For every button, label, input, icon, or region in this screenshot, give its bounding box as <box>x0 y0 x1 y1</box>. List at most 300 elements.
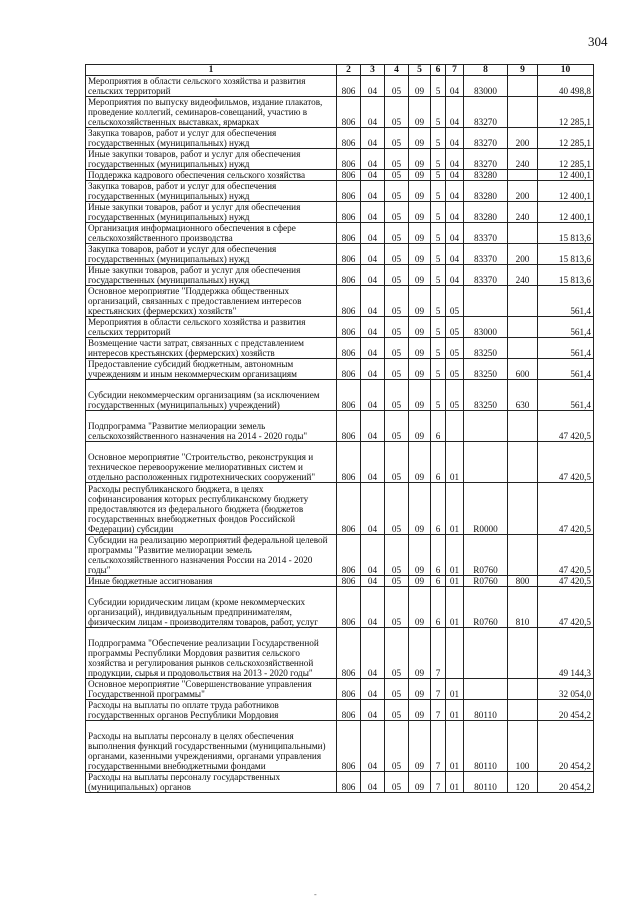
row-name-cell: Закупка товаров, работ и услуг для обеспечения государственных (муниципальных) нужд <box>86 128 337 149</box>
expense-type-cell: 240 <box>508 202 538 223</box>
header-cell: 10 <box>538 65 594 76</box>
direction-cell: 83370 <box>464 223 508 244</box>
expense-type-cell <box>508 700 538 721</box>
amount-cell: 561,4 <box>538 359 594 380</box>
program-cell: 09 <box>409 181 431 202</box>
program-cell: 09 <box>409 721 431 772</box>
expense-type-cell: 200 <box>508 181 538 202</box>
ministry-code-cell: 806 <box>337 338 361 359</box>
activity-cell: 01 <box>446 772 464 793</box>
expense-type-cell <box>508 317 538 338</box>
activity-cell: 01 <box>446 700 464 721</box>
bottom-mark: - <box>314 890 317 899</box>
row-name-cell: Закупка товаров, работ и услуг для обеспечения государственных (муниципальных) нужд <box>86 244 337 265</box>
subprogram-cell: 6 <box>431 535 446 576</box>
subsection-cell: 05 <box>385 576 409 587</box>
direction-cell: 80110 <box>464 772 508 793</box>
section-cell: 04 <box>361 721 385 772</box>
amount-cell: 47 420,5 <box>538 587 594 628</box>
subsection-cell: 05 <box>385 202 409 223</box>
activity-cell: 04 <box>446 170 464 181</box>
program-cell: 09 <box>409 170 431 181</box>
activity-cell: 04 <box>446 202 464 223</box>
ministry-code-cell: 806 <box>337 317 361 338</box>
program-cell: 09 <box>409 483 431 535</box>
amount-cell: 20 454,2 <box>538 772 594 793</box>
amount-cell: 47 420,5 <box>538 442 594 483</box>
row-name-cell: Основное мероприятие "Строительство, реконструкция и техническое перевооружение мелиоративных систем и отдельно расположенных гидротехнических сооружений" <box>86 442 337 483</box>
program-cell: 09 <box>409 265 431 286</box>
table-row <box>86 628 594 679</box>
ministry-code-cell: 806 <box>337 265 361 286</box>
section-cell: 04 <box>361 286 385 317</box>
subprogram-cell: 5 <box>431 338 446 359</box>
ministry-code-cell: 806 <box>337 128 361 149</box>
header-cell: 2 <box>337 65 361 76</box>
subprogram-cell: 5 <box>431 359 446 380</box>
program-cell: 09 <box>409 223 431 244</box>
table-row <box>86 721 594 772</box>
amount-cell: 12 285,1 <box>538 128 594 149</box>
activity-cell <box>446 411 464 442</box>
section-cell: 04 <box>361 628 385 679</box>
program-cell: 09 <box>409 202 431 223</box>
amount-cell: 15 813,6 <box>538 244 594 265</box>
activity-cell: 05 <box>446 286 464 317</box>
direction-cell: 83270 <box>464 97 508 128</box>
table-row <box>86 587 594 628</box>
amount-cell: 49 144,3 <box>538 628 594 679</box>
direction-cell: 80110 <box>464 721 508 772</box>
direction-cell <box>464 286 508 317</box>
amount-cell: 12 285,1 <box>538 149 594 170</box>
budget-table <box>85 64 594 793</box>
subprogram-cell: 5 <box>431 170 446 181</box>
program-cell: 09 <box>409 535 431 576</box>
ministry-code-cell: 806 <box>337 223 361 244</box>
activity-cell: 04 <box>446 76 464 97</box>
amount-cell: 561,4 <box>538 317 594 338</box>
subsection-cell: 05 <box>385 442 409 483</box>
row-name-cell: Субсидии некоммерческим организациям (за исключением государственных (муниципальных) учреждений) <box>86 380 337 411</box>
section-cell: 04 <box>361 170 385 181</box>
ministry-code-cell: 806 <box>337 286 361 317</box>
ministry-code-cell: 806 <box>337 149 361 170</box>
subprogram-cell: 5 <box>431 181 446 202</box>
subsection-cell: 05 <box>385 359 409 380</box>
program-cell: 09 <box>409 244 431 265</box>
subsection-cell: 05 <box>385 700 409 721</box>
ministry-code-cell: 806 <box>337 679 361 700</box>
expense-type-cell <box>508 76 538 97</box>
amount-cell: 12 400,1 <box>538 170 594 181</box>
subprogram-cell: 5 <box>431 202 446 223</box>
subprogram-cell: 6 <box>431 587 446 628</box>
table-row <box>86 202 594 223</box>
expense-type-cell: 100 <box>508 721 538 772</box>
row-name-cell: Расходы республиканского бюджета, в целях софинансирования которых республиканскому бюджету предоставляются из федерального бюджета (бюджетов государственных внебюджетных фондов Российской Федерации) субсидии <box>86 483 337 535</box>
table-row <box>86 679 594 700</box>
table-header-row <box>86 65 594 76</box>
table-row <box>86 97 594 128</box>
subprogram-cell: 6 <box>431 442 446 483</box>
subprogram-cell: 5 <box>431 223 446 244</box>
header-cell: 8 <box>464 65 508 76</box>
activity-cell: 01 <box>446 576 464 587</box>
expense-type-cell: 810 <box>508 587 538 628</box>
program-cell: 09 <box>409 338 431 359</box>
subprogram-cell: 5 <box>431 380 446 411</box>
subprogram-cell: 5 <box>431 265 446 286</box>
activity-cell <box>446 628 464 679</box>
section-cell: 04 <box>361 576 385 587</box>
header-cell: 9 <box>508 65 538 76</box>
activity-cell: 01 <box>446 442 464 483</box>
table-row <box>86 286 594 317</box>
section-cell: 04 <box>361 380 385 411</box>
direction-cell: 83280 <box>464 181 508 202</box>
table-row <box>86 244 594 265</box>
expense-type-cell <box>508 679 538 700</box>
expense-type-cell: 200 <box>508 244 538 265</box>
program-cell: 09 <box>409 380 431 411</box>
direction-cell: R0000 <box>464 483 508 535</box>
expense-type-cell <box>508 338 538 359</box>
expense-type-cell: 120 <box>508 772 538 793</box>
row-name-cell: Иные закупки товаров, работ и услуг для обеспечения государственных (муниципальных) нужд <box>86 202 337 223</box>
activity-cell: 04 <box>446 223 464 244</box>
program-cell: 09 <box>409 442 431 483</box>
table-row <box>86 265 594 286</box>
table-row <box>86 576 594 587</box>
table-row <box>86 338 594 359</box>
row-name-cell: Расходы на выплаты персоналу государственных (муниципальных) органов <box>86 772 337 793</box>
subsection-cell: 05 <box>385 223 409 244</box>
program-cell: 09 <box>409 587 431 628</box>
direction-cell <box>464 411 508 442</box>
subsection-cell: 05 <box>385 149 409 170</box>
ministry-code-cell: 806 <box>337 535 361 576</box>
expense-type-cell: 600 <box>508 359 538 380</box>
table-row <box>86 700 594 721</box>
subprogram-cell: 6 <box>431 483 446 535</box>
row-name-cell: Закупка товаров, работ и услуг для обеспечения государственных (муниципальных) нужд <box>86 181 337 202</box>
expense-type-cell <box>508 170 538 181</box>
amount-cell: 561,4 <box>538 286 594 317</box>
ministry-code-cell: 806 <box>337 628 361 679</box>
row-name-cell: Организация информационного обеспечения в сфере сельскохозяйственного производства <box>86 223 337 244</box>
subsection-cell: 05 <box>385 535 409 576</box>
subsection-cell: 05 <box>385 338 409 359</box>
activity-cell: 04 <box>446 97 464 128</box>
program-cell: 09 <box>409 149 431 170</box>
expense-type-cell <box>508 411 538 442</box>
amount-cell: 15 813,6 <box>538 265 594 286</box>
table-row <box>86 772 594 793</box>
subprogram-cell: 5 <box>431 317 446 338</box>
activity-cell: 01 <box>446 535 464 576</box>
subsection-cell: 05 <box>385 721 409 772</box>
subsection-cell: 05 <box>385 483 409 535</box>
section-cell: 04 <box>361 359 385 380</box>
subprogram-cell: 7 <box>431 628 446 679</box>
section-cell: 04 <box>361 535 385 576</box>
row-name-cell: Расходы на выплаты персоналу в целях обеспечения выполнения функций государственными (муниципальными) органами, казенными учреждениями, органами управления государственными внебюджетными фондами <box>86 721 337 772</box>
ministry-code-cell: 806 <box>337 181 361 202</box>
section-cell: 04 <box>361 265 385 286</box>
program-cell: 09 <box>409 772 431 793</box>
subprogram-cell: 6 <box>431 411 446 442</box>
direction-cell: 83280 <box>464 202 508 223</box>
table-row <box>86 76 594 97</box>
row-name-cell: Предоставление субсидий бюджетным, автономным учреждениям и иным некоммерческим организациям <box>86 359 337 380</box>
section-cell: 04 <box>361 202 385 223</box>
program-cell: 09 <box>409 97 431 128</box>
ministry-code-cell: 806 <box>337 411 361 442</box>
activity-cell: 01 <box>446 587 464 628</box>
header-cell: 4 <box>385 65 409 76</box>
expense-type-cell <box>508 483 538 535</box>
page-number: 304 <box>588 34 608 49</box>
program-cell: 09 <box>409 286 431 317</box>
subsection-cell: 05 <box>385 76 409 97</box>
row-name-cell: Возмещение части затрат, связанных с представлением интересов крестьянских (фермерских) хозяйств <box>86 338 337 359</box>
activity-cell: 05 <box>446 359 464 380</box>
ministry-code-cell: 806 <box>337 576 361 587</box>
ministry-code-cell: 806 <box>337 483 361 535</box>
direction-cell: 83250 <box>464 338 508 359</box>
program-cell: 09 <box>409 76 431 97</box>
direction-cell: 83270 <box>464 149 508 170</box>
table-row <box>86 223 594 244</box>
direction-cell: R0760 <box>464 576 508 587</box>
ministry-code-cell: 806 <box>337 359 361 380</box>
subsection-cell: 05 <box>385 317 409 338</box>
subsection-cell: 05 <box>385 265 409 286</box>
subsection-cell: 05 <box>385 628 409 679</box>
direction-cell: 83270 <box>464 128 508 149</box>
row-name-cell: Расходы на выплаты по оплате труда работников государственных органов Республики Мордовия <box>86 700 337 721</box>
subprogram-cell: 5 <box>431 286 446 317</box>
amount-cell: 32 054,0 <box>538 679 594 700</box>
table-row <box>86 411 594 442</box>
ministry-code-cell: 806 <box>337 170 361 181</box>
program-cell: 09 <box>409 128 431 149</box>
subsection-cell: 05 <box>385 170 409 181</box>
amount-cell: 15 813,6 <box>538 223 594 244</box>
subsection-cell: 05 <box>385 244 409 265</box>
amount-cell: 47 420,5 <box>538 483 594 535</box>
section-cell: 04 <box>361 700 385 721</box>
section-cell: 04 <box>361 149 385 170</box>
direction-cell: 83370 <box>464 244 508 265</box>
expense-type-cell: 240 <box>508 149 538 170</box>
expense-type-cell: 800 <box>508 576 538 587</box>
direction-cell: R0760 <box>464 535 508 576</box>
subprogram-cell: 7 <box>431 700 446 721</box>
row-name-cell: Субсидии на реализацию мероприятий федеральной целевой программы "Развитие мелиорации земель сельскохозяйственного назначения России на 2014 - 2020 годы" <box>86 535 337 576</box>
program-cell: 09 <box>409 411 431 442</box>
expense-type-cell <box>508 442 538 483</box>
ministry-code-cell: 806 <box>337 380 361 411</box>
expense-type-cell <box>508 286 538 317</box>
direction-cell: 83000 <box>464 317 508 338</box>
subsection-cell: 05 <box>385 411 409 442</box>
row-name-cell: Подпрограмма "Обеспечение реализации Государственной программы Республики Мордовия развития сельского хозяйства и регулирования рынков сельскохозяйственной продукции, сырья и продовольствия на 2013 - 2020 годы" <box>86 628 337 679</box>
subsection-cell: 05 <box>385 587 409 628</box>
direction-cell: 83250 <box>464 359 508 380</box>
section-cell: 04 <box>361 442 385 483</box>
table-row <box>86 380 594 411</box>
section-cell: 04 <box>361 76 385 97</box>
activity-cell: 04 <box>446 181 464 202</box>
activity-cell: 04 <box>446 244 464 265</box>
row-name-cell: Основное мероприятие "Совершенствование управления Государственной программы" <box>86 679 337 700</box>
amount-cell: 12 400,1 <box>538 181 594 202</box>
table-row <box>86 317 594 338</box>
row-name-cell: Иные закупки товаров, работ и услуг для обеспечения государственных (муниципальных) нужд <box>86 149 337 170</box>
activity-cell: 01 <box>446 721 464 772</box>
program-cell: 09 <box>409 317 431 338</box>
expense-type-cell <box>508 535 538 576</box>
amount-cell: 40 498,8 <box>538 76 594 97</box>
amount-cell: 47 420,5 <box>538 576 594 587</box>
ministry-code-cell: 806 <box>337 700 361 721</box>
subsection-cell: 05 <box>385 128 409 149</box>
ministry-code-cell: 806 <box>337 772 361 793</box>
row-name-cell: Мероприятия по выпуску видеофильмов, издание плакатов, проведение коллегий, семинаров-совещаний, участию в сельскохозяйственных выставках, ярмарках <box>86 97 337 128</box>
subprogram-cell: 5 <box>431 76 446 97</box>
amount-cell: 561,4 <box>538 380 594 411</box>
direction-cell: 83370 <box>464 265 508 286</box>
direction-cell <box>464 628 508 679</box>
row-name-cell: Мероприятия в области сельского хозяйства и развития сельских территорий <box>86 76 337 97</box>
subprogram-cell: 5 <box>431 128 446 149</box>
ministry-code-cell: 806 <box>337 76 361 97</box>
section-cell: 04 <box>361 128 385 149</box>
expense-type-cell <box>508 97 538 128</box>
direction-cell: 83000 <box>464 76 508 97</box>
header-cell: 7 <box>446 65 464 76</box>
table-row <box>86 359 594 380</box>
activity-cell: 04 <box>446 149 464 170</box>
activity-cell: 04 <box>446 265 464 286</box>
expense-type-cell: 240 <box>508 265 538 286</box>
expense-type-cell: 200 <box>508 128 538 149</box>
program-cell: 09 <box>409 576 431 587</box>
header-cell: 3 <box>361 65 385 76</box>
activity-cell: 05 <box>446 317 464 338</box>
amount-cell: 20 454,2 <box>538 700 594 721</box>
amount-cell: 20 454,2 <box>538 721 594 772</box>
table-row <box>86 442 594 483</box>
expense-type-cell <box>508 628 538 679</box>
program-cell: 09 <box>409 628 431 679</box>
program-cell: 09 <box>409 359 431 380</box>
section-cell: 04 <box>361 411 385 442</box>
table-row <box>86 170 594 181</box>
direction-cell: 83250 <box>464 380 508 411</box>
program-cell: 09 <box>409 700 431 721</box>
row-name-cell: Субсидии юридическим лицам (кроме некоммерческих организаций), индивидуальным предпринимателям, физическим лицам - производителям товаров, работ, услуг <box>86 587 337 628</box>
activity-cell: 05 <box>446 338 464 359</box>
section-cell: 04 <box>361 772 385 793</box>
subsection-cell: 05 <box>385 97 409 128</box>
row-name-cell: Мероприятия в области сельского хозяйства и развития сельских территорий <box>86 317 337 338</box>
amount-cell: 12 285,1 <box>538 97 594 128</box>
row-name-cell: Основное мероприятие "Поддержка общественных организаций, связанных с предоставлением интересов крестьянских (фермерских) хозяйств" <box>86 286 337 317</box>
ministry-code-cell: 806 <box>337 442 361 483</box>
ministry-code-cell: 806 <box>337 721 361 772</box>
activity-cell: 05 <box>446 380 464 411</box>
table-row <box>86 149 594 170</box>
subprogram-cell: 5 <box>431 149 446 170</box>
direction-cell: 83280 <box>464 170 508 181</box>
expense-type-cell: 630 <box>508 380 538 411</box>
section-cell: 04 <box>361 181 385 202</box>
direction-cell <box>464 442 508 483</box>
section-cell: 04 <box>361 223 385 244</box>
ministry-code-cell: 806 <box>337 97 361 128</box>
direction-cell: 80110 <box>464 700 508 721</box>
section-cell: 04 <box>361 483 385 535</box>
section-cell: 04 <box>361 679 385 700</box>
row-name-cell: Поддержка кадрового обеспечения сельского хозяйства <box>86 170 337 181</box>
ministry-code-cell: 806 <box>337 587 361 628</box>
direction-cell <box>464 679 508 700</box>
header-cell: 1 <box>86 65 337 76</box>
activity-cell: 01 <box>446 679 464 700</box>
subsection-cell: 05 <box>385 772 409 793</box>
table-row <box>86 535 594 576</box>
row-name-cell: Иные бюджетные ассигнования <box>86 576 337 587</box>
direction-cell: R0760 <box>464 587 508 628</box>
subprogram-cell: 7 <box>431 679 446 700</box>
ministry-code-cell: 806 <box>337 202 361 223</box>
header-cell: 5 <box>409 65 431 76</box>
subsection-cell: 05 <box>385 679 409 700</box>
row-name-cell: Подпрограмма "Развитие мелиорации земель сельскохозяйственного назначения на 2014 - 2020 годы" <box>86 411 337 442</box>
subsection-cell: 05 <box>385 181 409 202</box>
section-cell: 04 <box>361 338 385 359</box>
expense-type-cell <box>508 223 538 244</box>
amount-cell: 47 420,5 <box>538 411 594 442</box>
subprogram-cell: 5 <box>431 244 446 265</box>
activity-cell: 01 <box>446 483 464 535</box>
row-name-cell: Иные закупки товаров, работ и услуг для обеспечения государственных (муниципальных) нужд <box>86 265 337 286</box>
table-row <box>86 483 594 535</box>
subsection-cell: 05 <box>385 286 409 317</box>
table-row <box>86 128 594 149</box>
program-cell: 09 <box>409 679 431 700</box>
section-cell: 04 <box>361 97 385 128</box>
subprogram-cell: 7 <box>431 721 446 772</box>
subprogram-cell: 7 <box>431 772 446 793</box>
section-cell: 04 <box>361 244 385 265</box>
table-row <box>86 181 594 202</box>
amount-cell: 47 420,5 <box>538 535 594 576</box>
subprogram-cell: 5 <box>431 97 446 128</box>
section-cell: 04 <box>361 587 385 628</box>
header-cell: 6 <box>431 65 446 76</box>
subprogram-cell: 6 <box>431 576 446 587</box>
ministry-code-cell: 806 <box>337 244 361 265</box>
amount-cell: 12 400,1 <box>538 202 594 223</box>
subsection-cell: 05 <box>385 380 409 411</box>
amount-cell: 561,4 <box>538 338 594 359</box>
activity-cell: 04 <box>446 128 464 149</box>
section-cell: 04 <box>361 317 385 338</box>
